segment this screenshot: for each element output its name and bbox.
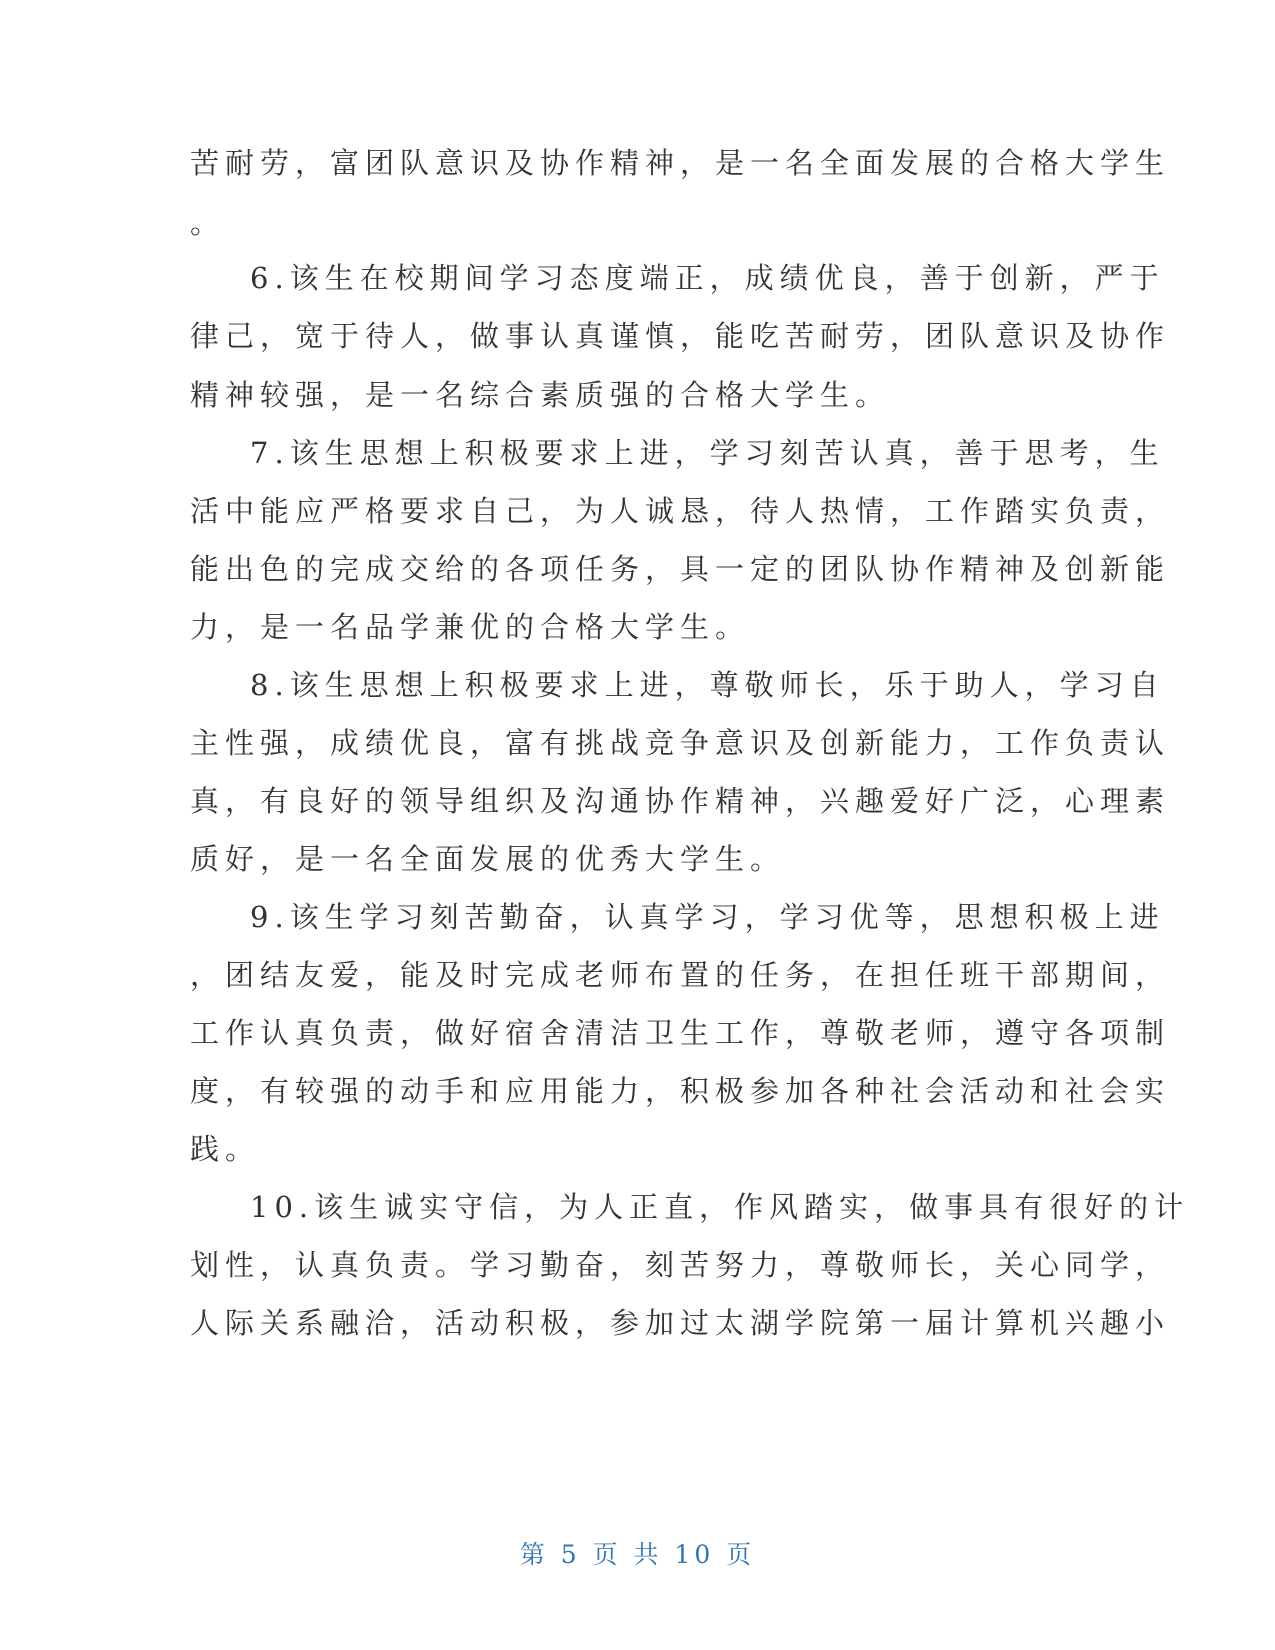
text-line: 苦耐劳，富团队意识及协作精神，是一名全面发展的合格大学生 [190, 146, 1171, 180]
text-line: 活中能应严格要求自己，为人诚恳，待人热情，工作踏实负责， [190, 494, 1171, 528]
text-line: ，团结友爱，能及时完成老师布置的任务，在担任班干部期间， [190, 958, 1171, 992]
paragraph-10-start: 10.该生诚实守信，为人正直，作风踏实，做事具有很好的计 [250, 1190, 1190, 1224]
text-line: 精神较强，是一名综合素质强的合格大学生。 [190, 378, 891, 412]
text-line: 真，有良好的领导组织及沟通协作精神，兴趣爱好广泛，心理素 [190, 784, 1171, 818]
text-line: 践。 [190, 1132, 261, 1166]
text-line: 。 [190, 206, 226, 240]
text-line: 划性，认真负责。学习勤奋，刻苦努力，尊敬师长，关心同学， [190, 1248, 1171, 1282]
text-line: 工作认真负责，做好宿舍清洁卫生工作，尊敬老师，遵守各项制 [190, 1016, 1171, 1050]
paragraph-8-start: 8.该生思想上积极要求上进，尊敬师长，乐于助人，学习自 [250, 668, 1165, 702]
paragraph-6-start: 6.该生在校期间学习态度端正，成绩优良，善于创新，严于 [250, 261, 1165, 295]
page-number-footer: 第 5 页 共 10 页 [519, 1540, 756, 1569]
text-line: 律己，宽于待人，做事认真谨慎，能吃苦耐劳，团队意识及协作 [190, 319, 1171, 353]
paragraph-7-start: 7.该生思想上积极要求上进，学习刻苦认真，善于思考，生 [250, 436, 1165, 470]
text-line: 人际关系融洽，活动积极，参加过太湖学院第一届计算机兴趣小 [190, 1306, 1171, 1340]
text-line: 质好，是一名全面发展的优秀大学生。 [190, 842, 786, 876]
text-line: 能出色的完成交给的各项任务，具一定的团队协作精神及创新能 [190, 552, 1171, 586]
text-line: 度，有较强的动手和应用能力，积极参加各种社会活动和社会实 [190, 1074, 1171, 1108]
paragraph-9-start: 9.该生学习刻苦勤奋，认真学习，学习优等，思想积极上进 [250, 900, 1165, 934]
text-line: 力，是一名品学兼优的合格大学生。 [190, 610, 751, 644]
text-line: 主性强，成绩优良，富有挑战竞争意识及创新能力，工作负责认 [190, 726, 1171, 760]
